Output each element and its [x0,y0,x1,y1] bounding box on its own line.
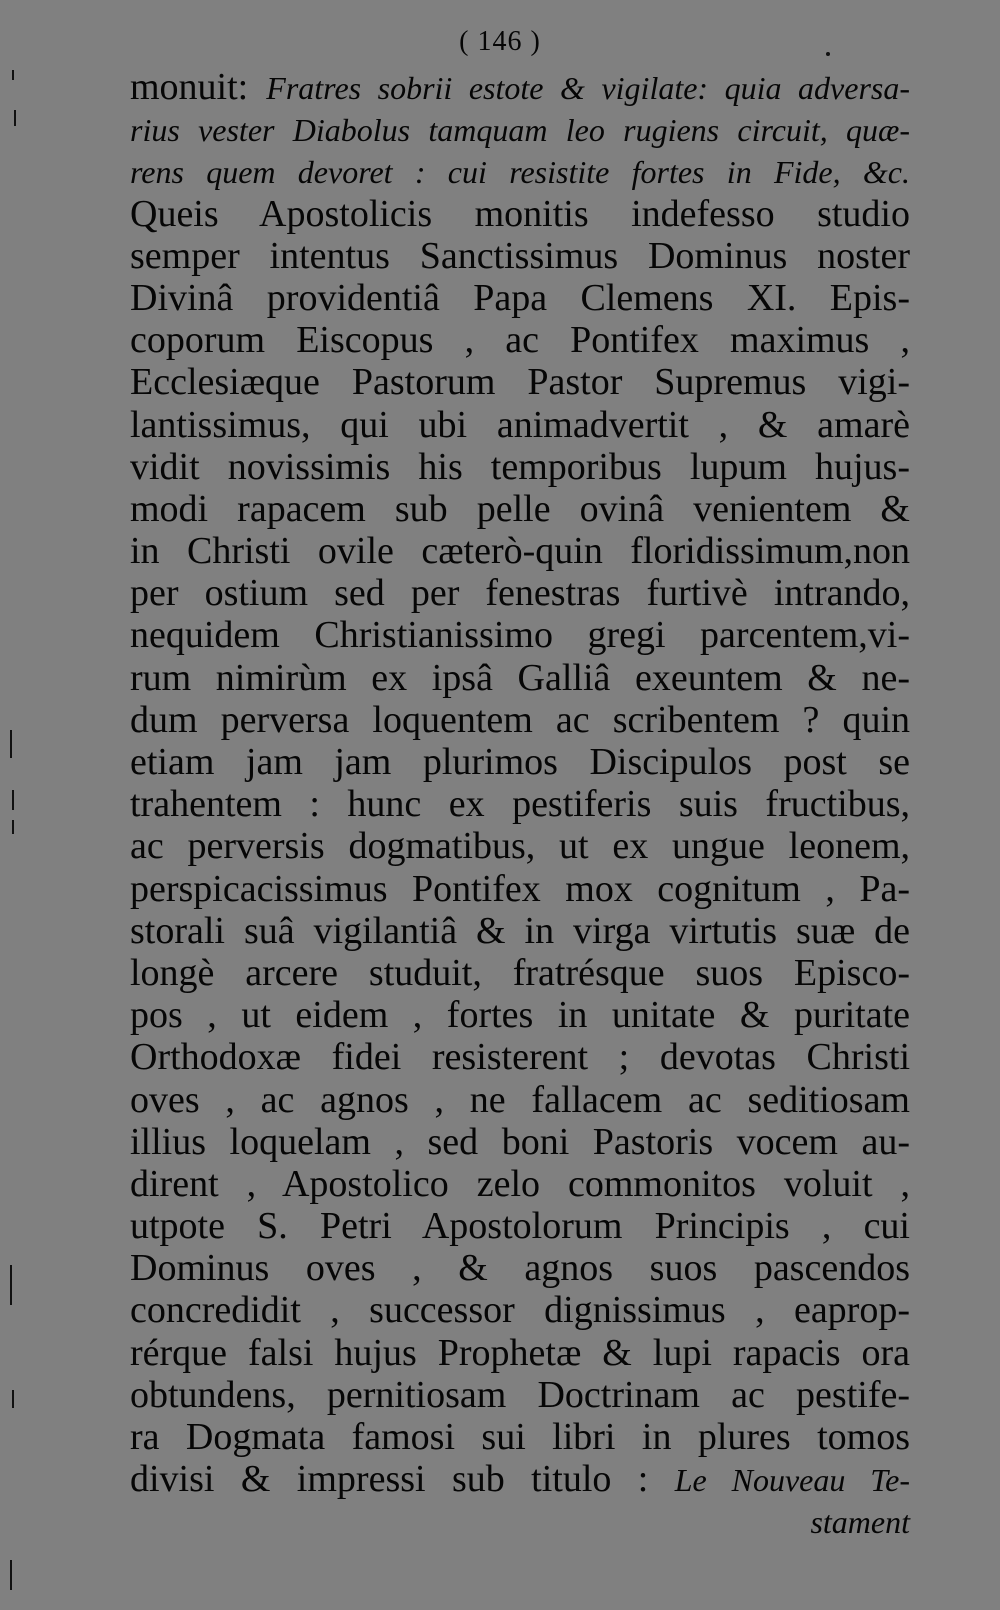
text-line [130,952,910,994]
line-roman-text: utpote S. Petri Apostolorum Principis , cui [130,1205,910,1248]
text-line [130,1416,910,1458]
line-italic-text: Fratres sobrii estote & vigilate: quia adversa- [266,70,911,106]
line-roman-text: rum nimirùm ex ipsâ Galliâ exeuntem & ne- [130,656,910,699]
text-line [130,530,910,572]
line-roman-text: modi rapacem sub pelle ovinâ venientem & [130,487,910,530]
text-line [130,235,910,277]
line-roman-text: illius loquelam , sed boni Pastoris vocem au- [130,1120,910,1163]
margin-tick [14,110,16,126]
text-line [130,868,910,910]
text-line [130,910,910,952]
line-italic-text: stament [810,1504,910,1541]
margin-tick [12,1390,14,1408]
text-line [130,572,910,614]
margin-tick [10,1265,12,1305]
line-italic-text: Le Nouveau Te- [674,1462,910,1499]
text-line [130,1121,910,1163]
line-italic-text: rius vester Diabolus tamquam leo rugiens circuit, quæ- [130,112,910,149]
text-line [130,150,910,192]
text-line [130,1205,910,1247]
text-line [130,1289,910,1331]
text-line [130,699,910,741]
margin-tick [12,70,14,80]
line-roman-text: storali suâ vigilantiâ & in virga virtutis suæ de [130,909,910,952]
left-margin-marks [0,0,40,1610]
line-roman-text: monuit: [130,66,267,108]
margin-tick [12,820,14,834]
text-line [130,614,910,656]
line-roman-text: longè arcere studuit, fratrésque suos Episco- [130,951,910,994]
line-roman-text: ac perversis dogmatibus, ut ex ungue leonem, [130,825,910,868]
text-line [130,404,910,446]
line-roman-text: Divinâ providentiâ Papa Clemens XI. Epis- [130,276,910,319]
line-roman-text: ra Dogmata famosi sui libri in plures tomos [130,1416,910,1458]
margin-tick [12,790,14,810]
line-roman-text: nequidem Christianissimo gregi parcentem,vi- [130,614,910,657]
line-roman-text: rérque falsi hujus Prophetæ & lupi rapacis ora [130,1331,910,1374]
body-text [130,66,910,1543]
text-line [130,1079,910,1121]
text-line [130,1458,910,1500]
line-roman-text: Queis Apostolicis monitis indefesso studio [130,192,910,235]
text-line [130,108,910,150]
line-roman-text: dum perversa loquentem ac scribentem ? quin [130,698,910,741]
text-line [130,1163,910,1205]
text-line [130,446,910,488]
line-italic-text: rens quem devoret : cui resistite fortes in Fide, &c. [130,154,910,191]
margin-tick [10,730,12,758]
text-line [130,319,910,361]
line-roman-text: Ecclesiæque Pastorum Pastor Supremus vigi- [130,361,910,404]
line-roman-text: divisi & impressi sub titulo : [130,1458,675,1501]
ink-speck [826,52,830,56]
text-line [130,277,910,319]
line-roman-text: trahentem : hunc ex pestiferis suis fructibus, [130,783,910,826]
text-line [130,1374,910,1416]
line-roman-text: lantissimus, qui ubi animadvertit , & amarè [130,403,910,446]
text-line [130,1247,910,1289]
line-roman-text: vidit novissimis his temporibus lupum hujus- [130,445,910,488]
text-line [130,657,910,699]
text-line [130,488,910,530]
line-roman-text: oves , ac agnos , ne fallacem ac seditiosam [130,1078,910,1121]
text-line [130,1500,910,1542]
page-number: ( 146 ) [459,26,541,57]
text-line [130,66,910,108]
line-roman-text: etiam jam jam plurimos Discipulos post se [130,741,910,783]
line-roman-text: perspicacissimus Pontifex mox cognitum , Pa- [130,867,910,910]
line-roman-text: Orthodoxæ fidei resisterent ; devotas Christi [130,1036,910,1079]
line-roman-text: pos , ut eidem , fortes in unitate & puritate [130,994,910,1037]
line-roman-text: in Christi ovile cæterò-quin floridissimum,non [130,530,910,573]
line-roman-text: per ostium sed per fenestras furtivè intrando, [130,572,910,615]
text-line [130,825,910,867]
text-line [130,361,910,403]
line-roman-text: concredidit , successor dignissimus , eaprop- [130,1289,910,1332]
margin-tick [10,1560,12,1590]
line-roman-text: dirent , Apostolico zelo commonitos voluit , [130,1162,910,1205]
line-roman-text: semper intentus Sanctissimus Dominus noster [130,234,910,277]
line-roman-text: obtundens, pernitiosam Doctrinam ac pestife- [130,1373,910,1416]
text-line [130,783,910,825]
text-line [130,1036,910,1078]
text-line [130,1332,910,1374]
text-line [130,741,910,783]
line-roman-text: Dominus oves , & agnos suos pascendos [130,1247,910,1290]
text-line [130,994,910,1036]
line-roman-text: coporum Eiscopus , ac Pontifex maximus , [130,319,910,362]
text-line [130,193,910,235]
